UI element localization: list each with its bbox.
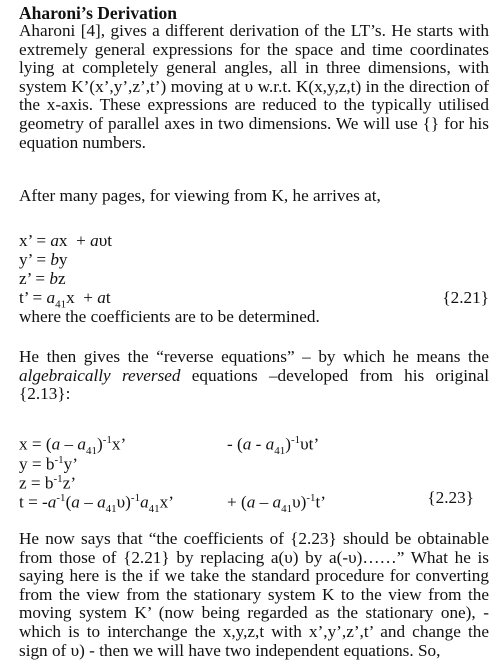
paragraph-conclusion: He now says that “the coefficients of {2.23} should be obtainable from those of {2.21} by replacing a(υ) by a(-υ)……” What he is saying here is the if we take the standard procedure for converting from the view from the stationary system K to the view from the moving system K’ (now being regarded as the stationary one), - which is to interchange the x,y,z,t with x’,y’,z’,t’ and change the sign of υ) - then we will have two independent equations. So, (19, 529, 489, 660)
equation-223-line-4b: + $(a - a_{41}\upsilon)^{-1}t$’ (227, 492, 326, 516)
paragraph-reverse (19, 348, 489, 404)
reverse-text-em: algebraically reversed (19, 365, 181, 385)
section-heading: Aharoni’s Derivation (19, 3, 177, 23)
equation-223-line-1b: - $(a - a_{41})^{-1}\upsilon t$’ (227, 434, 320, 458)
reverse-text-pre: He then gives the “reverse equations” – by which he means the (19, 347, 489, 366)
equation-221-number: {2.21} (442, 288, 489, 307)
equation-223-line-4a: $t = -a^{-1}(a - a_{41}\upsilon)^{-1}a_{41}x$’ (19, 492, 174, 516)
equation-221-line-4: t’ = $a_{41}x$ + at (19, 288, 111, 311)
equation-221-line-1: x’ = ax + aυt (19, 231, 112, 250)
paragraph-coefficients: where the coefficients are to be determined. (19, 307, 320, 326)
equation-223-line-1a: $x = (a - a_{41})^{-1}x$’ (19, 434, 127, 458)
paragraph-arrives: After many pages, for viewing from K, he arrives at, (19, 186, 381, 205)
reverse-text-post: equations –developed from his original {2.13}: (19, 365, 489, 404)
equation-223-line-3: $z = b^{-1}z$’ (19, 473, 77, 493)
paragraph-intro: Aharoni [4], gives a different derivation of the LT’s. He starts with extremely general expressions for the space and time coordinates lying at completely general angles, all in three dimensions, with system K’(x’,y’,z’,t’) moving at υ w.r.t. K(x,y,z,t) in the direction of the x-axis. These expressions are reduced to the typically utilised geometry of parallel axes in two dimensions. We will use {} for his equation numbers. (19, 21, 489, 152)
equation-221-line-2: y’ = by (19, 250, 68, 269)
equation-223-line-2: $y = b^{-1}y$’ (19, 454, 78, 474)
equation-221-line-3: z’ = bz (19, 269, 66, 288)
equation-223-number: {2.23} (427, 488, 474, 507)
